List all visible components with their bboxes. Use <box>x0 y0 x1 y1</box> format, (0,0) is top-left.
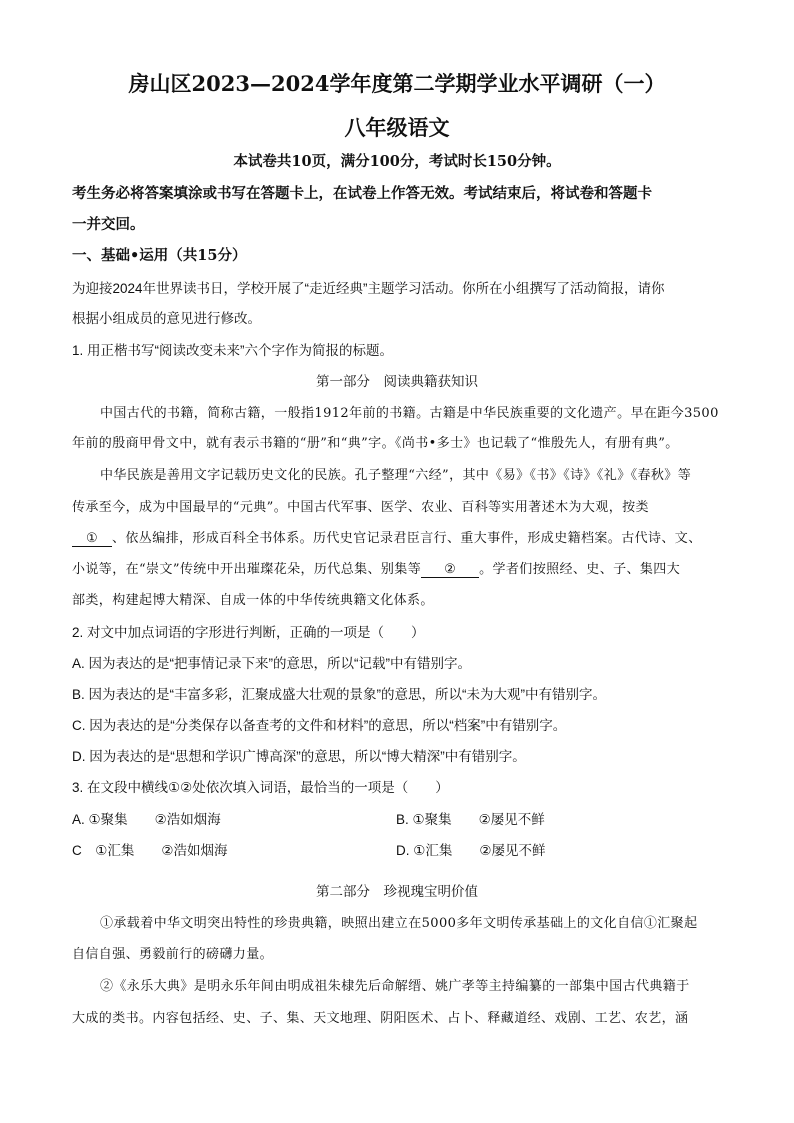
notice-line-1: 考生务必将答案填涂或书写在答题卡上，在试卷上作答无效。考试结束后，将试卷和答题卡 <box>72 185 652 202</box>
paragraph-4-line-1: ②《永乐大典》是明永乐年间由明成祖朱棣先后命解缙、姚广孝等主持编纂的一部集中国古代典籍于 <box>100 979 690 994</box>
part2-title: 第二部分 珍视瑰宝明价值 <box>316 884 478 899</box>
paragraph-1-line-1: 中国古代的书籍，简称古籍，一般指1912年前的书籍。古籍是中华民族重要的文化遗产。早在距今3500 <box>100 406 719 421</box>
question-2: 2. 对文中加点词语的字形进行判断，正确的一项是（ ） <box>72 625 425 640</box>
exam-title: 房山区2023—2024学年度第二学期学业水平调研（一） <box>128 71 666 96</box>
paragraph-2-line-5: 部类，构建起博大精深、自成一体的中华传统典籍文化体系。 <box>72 593 434 608</box>
notice-line-2: 一并交回。 <box>72 216 145 233</box>
paragraph-2-line-2: 传承至今，成为中国最早的“元典”。中国古代军事、医学、农业、百科等实用著述木为大观，按类 <box>72 500 649 515</box>
part1-title: 第一部分 阅读典籍获知识 <box>316 374 478 389</box>
question-3-option-c: C ①汇集 ②浩如烟海 <box>72 843 228 858</box>
paragraph-1-line-2: 年前的殷商甲骨文中，就有表示书籍的“册”和“典”字。《尚书•多士》也记载了“惟殷先人，有册有典”。 <box>72 436 679 451</box>
paragraph-3-line-2: 自信自强、勇毅前行的磅礴力量。 <box>72 947 274 962</box>
intro-line-1: 为迎接2024年世界读书日，学校开展了“走近经典”主题学习活动。你所在小组撰写了活动简报，请你 <box>72 281 665 296</box>
paragraph-4-line-2: 大成的类书。内容包括经、史、子、集、天文地理、阴阳医术、占卜、释藏道经、戏剧、工艺、农艺，涵 <box>72 1011 689 1026</box>
paragraph-2-line-4-pre: 小说等，在“崇文”传统中开出璀璨花朵，历代总集、别集等 <box>72 562 422 577</box>
question-2-option-a: A. 因为表达的是“把事情记录下来”的意思，所以“记载”中有错别字。 <box>72 656 471 671</box>
blank-1: ① <box>72 531 112 547</box>
question-2-option-d: D. 因为表达的是“思想和学识广博高深”的意思，所以“博大精深”中有错别字。 <box>72 749 526 764</box>
question-2-option-b: B. 因为表达的是“丰富多彩，汇聚成盛大壮观的景象”的意思，所以“未为大观”中有错别字。 <box>72 687 606 702</box>
question-3-option-d: D. ①汇集 ②屡见不鲜 <box>396 843 546 858</box>
intro-line-2: 根据小组成员的意见进行修改。 <box>72 311 261 326</box>
paragraph-2-line-4 <box>72 558 722 578</box>
section-heading: 一、基础•运用（共15分） <box>72 247 247 264</box>
paragraph-2-line-3-text: 、依丛编排，形成百科全书体系。历代史官记录君臣言行、重大事件，形成史籍档案。古代诗、文、 <box>112 531 702 546</box>
paragraph-2-line-3 <box>72 527 722 547</box>
question-3-option-b: B. ①聚集 ②屡见不鲜 <box>396 812 545 827</box>
paragraph-2-line-1: 中华民族是善用文字记载历史文化的民族。孔子整理“六经”，其中《易》《书》《诗》《礼》《春秋》等 <box>100 468 692 483</box>
exam-subtitle: 八年级语文 <box>344 115 450 140</box>
exam-info: 本试卷共10页，满分100分，考试时长150分钟。 <box>233 153 561 170</box>
paragraph-2-line-4-post: 。学者们按照经、史、子、集四大 <box>479 562 681 577</box>
paragraph-3-line-1: ①承载着中华文明突出特性的珍贵典籍，映照出建立在5000多年文明传承基础上的文化自信①汇聚起 <box>100 916 698 931</box>
question-2-option-c: C. 因为表达的是“分类保存以备查考的文件和材料”的意思，所以“档案”中有错别字。 <box>72 718 567 733</box>
question-3: 3. 在文段中横线①②处依次填入词语，最恰当的一项是（ ） <box>72 780 449 795</box>
question-3-option-a: A. ①聚集 ②浩如烟海 <box>72 812 221 827</box>
blank-2: ② <box>421 562 479 578</box>
question-1: 1. 用正楷书写“阅读改变未来”六个字作为简报的标题。 <box>72 343 394 358</box>
